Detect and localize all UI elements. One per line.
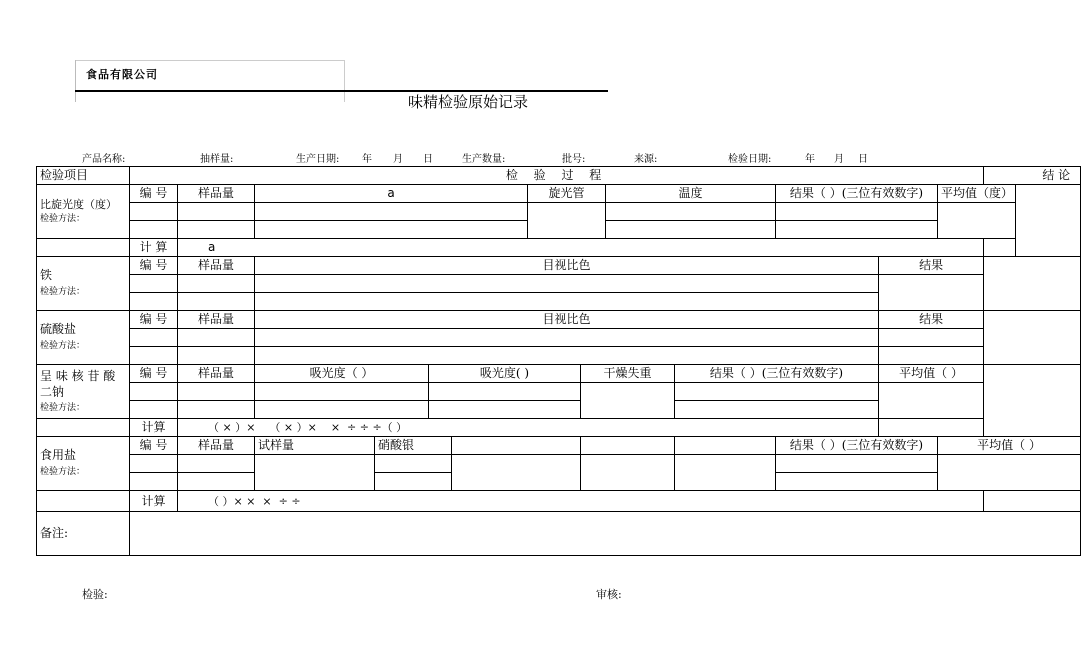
- ribo-conclusion-cell: [984, 365, 1081, 437]
- optical-temp-header: 温度: [606, 185, 776, 203]
- iron-name-cell: [37, 257, 130, 311]
- sulfate-visual-header: 目视比色: [255, 311, 879, 329]
- salt-test-qty-header: 试样量: [255, 437, 375, 455]
- salt-no-1[interactable]: [130, 455, 178, 473]
- header-box-left: [75, 60, 76, 102]
- sulfate-result-header: 结果: [879, 311, 984, 329]
- iron-result-header: 结果: [879, 257, 984, 275]
- salt-no-header: 编 号: [130, 437, 178, 455]
- sulfate-result-1[interactable]: [879, 329, 984, 347]
- ribo-result-1[interactable]: [675, 383, 879, 401]
- iron-conclusion-cell: [984, 257, 1081, 311]
- salt-silver-1[interactable]: [375, 455, 452, 473]
- optical-no-2[interactable]: [130, 221, 178, 239]
- iron-sample-1[interactable]: [178, 275, 255, 293]
- salt-sample-2[interactable]: [178, 473, 255, 491]
- salt-name-cell: [37, 437, 130, 491]
- ribo-method: 检验方法：: [40, 402, 86, 413]
- ribo-avg-cell[interactable]: [879, 383, 984, 419]
- meta-source: 来源:: [634, 154, 658, 165]
- optical-sample-1[interactable]: [178, 203, 255, 221]
- meta-day: 日: [423, 154, 433, 165]
- optical-avg-header: 平均值（度）: [938, 185, 1016, 203]
- remark-cell[interactable]: [130, 512, 1081, 556]
- meta-insp-date: 检验日期:: [728, 154, 772, 165]
- optical-calc-label: 计 算: [130, 239, 178, 257]
- salt-sample-header: 样品量: [178, 437, 255, 455]
- iron-no-header: 编 号: [130, 257, 178, 275]
- sulfate-sample-header: 样品量: [178, 311, 255, 329]
- salt-blank-c2[interactable]: [581, 455, 675, 491]
- ribo-result-2[interactable]: [675, 401, 879, 419]
- salt-avg-cell[interactable]: [938, 455, 1081, 491]
- optical-name: 比旋光度（度）: [40, 197, 117, 211]
- salt-blank: [37, 491, 130, 512]
- ribo-result-header: 结果（ ）(三位有效数字): [675, 365, 879, 383]
- salt-blank-c3[interactable]: [675, 455, 776, 491]
- iron-method: 检验方法：: [40, 286, 86, 297]
- ribo-calc-formula[interactable]: （ × ）× （ × ）× × ÷ ÷ ÷（ ）: [178, 419, 879, 437]
- optical-sample-2[interactable]: [178, 221, 255, 239]
- optical-temp-1[interactable]: [606, 203, 776, 221]
- ribo-sample-2[interactable]: [178, 401, 255, 419]
- optical-result-header: 结果（ ）(三位有效数字): [776, 185, 938, 203]
- meta-sample-qty: 抽样量:: [200, 154, 234, 165]
- iron-name: 铁: [40, 267, 53, 282]
- optical-calc-cell[interactable]: a: [178, 239, 984, 257]
- sulfate-no-2[interactable]: [130, 347, 178, 365]
- salt-result-1[interactable]: [776, 455, 938, 473]
- document-title: 味精检验原始记录: [408, 93, 529, 111]
- optical-a-2[interactable]: [255, 221, 528, 239]
- optical-name-cell: [37, 185, 130, 239]
- optical-sample-header: 样品量: [178, 185, 255, 203]
- ribo-avg-header: 平均值（ ）: [879, 365, 984, 383]
- sulfate-no-header: 编 号: [130, 311, 178, 329]
- salt-method: 检验方法：: [40, 466, 86, 477]
- ribo-sample-header: 样品量: [178, 365, 255, 383]
- ribo-no-2[interactable]: [130, 401, 178, 419]
- salt-result-header: 结果（ ）(三位有效数字): [776, 437, 938, 455]
- optical-conclusion-cell: [1016, 185, 1081, 257]
- ribo-abs2-2[interactable]: [429, 401, 581, 419]
- ribo-calc-extra[interactable]: [879, 419, 984, 437]
- meta-prod-qty: 生产数量:: [462, 154, 506, 165]
- optical-blank: [37, 239, 130, 257]
- optical-tube-cell[interactable]: [528, 203, 606, 239]
- salt-calc-formula[interactable]: （ ）× × × ÷ ÷: [178, 491, 984, 512]
- ribo-dry-header: 干燥失重: [581, 365, 675, 383]
- sulfate-visual-2[interactable]: [255, 347, 879, 365]
- sulfate-result-2[interactable]: [879, 347, 984, 365]
- ribo-blank: [37, 419, 130, 437]
- sulfate-sample-1[interactable]: [178, 329, 255, 347]
- salt-calc-label: 计算: [130, 491, 178, 512]
- sulfate-no-1[interactable]: [130, 329, 178, 347]
- reviewer-label: 审核:: [596, 588, 622, 601]
- meta-batch: 批号:: [562, 154, 586, 165]
- header-box-top: [75, 60, 345, 61]
- sulfate-sample-2[interactable]: [178, 347, 255, 365]
- ribo-dry-cell[interactable]: [581, 383, 675, 419]
- ribo-abs2-1[interactable]: [429, 383, 581, 401]
- inspection-table: [36, 166, 1081, 556]
- salt-silver-2[interactable]: [375, 473, 452, 491]
- salt-avg-header: 平均值（ ）: [938, 437, 1081, 455]
- salt-blank-h3: [675, 437, 776, 455]
- ribo-abs1-1[interactable]: [255, 383, 429, 401]
- optical-result-1[interactable]: [776, 203, 938, 221]
- optical-method: 检验方法：: [40, 213, 86, 224]
- sulfate-conclusion-cell: [984, 311, 1081, 365]
- optical-no-header: 编 号: [130, 185, 178, 203]
- salt-silver-header: 硝酸银: [375, 437, 452, 455]
- optical-result-2[interactable]: [776, 221, 938, 239]
- meta-month: 月: [393, 154, 403, 165]
- meta-year2: 年: [805, 154, 815, 165]
- optical-a-1[interactable]: [255, 203, 528, 221]
- iron-sample-header: 样品量: [178, 257, 255, 275]
- ribo-abs1-2[interactable]: [255, 401, 429, 419]
- meta-month2: 月: [834, 154, 844, 165]
- iron-no-2[interactable]: [130, 293, 178, 311]
- col-result-header: 结 论: [984, 167, 1081, 185]
- ribo-sample-1[interactable]: [178, 383, 255, 401]
- optical-no-1[interactable]: [130, 203, 178, 221]
- inspector-label: 检验:: [82, 588, 108, 601]
- iron-visual-header: 目视比色: [255, 257, 879, 275]
- optical-temp-2[interactable]: [606, 221, 776, 239]
- ribo-name-cell: [37, 365, 130, 419]
- iron-visual-2[interactable]: [255, 293, 879, 311]
- meta-product-name: 产品名称:: [82, 154, 126, 165]
- meta-prod-date: 生产日期:: [296, 154, 340, 165]
- salt-blank-h1: [452, 437, 581, 455]
- optical-a-header: a: [255, 185, 528, 203]
- ribo-abs2-header: 吸光度( ): [429, 365, 581, 383]
- iron-result-cell[interactable]: [879, 275, 984, 311]
- meta-day2: 日: [858, 154, 868, 165]
- ribo-name: 呈 味 核 苷 酸 二钠: [40, 368, 116, 399]
- salt-name: 食用盐: [40, 447, 77, 462]
- sulfate-name: 硫酸盐: [40, 321, 77, 336]
- iron-visual-1[interactable]: [255, 275, 879, 293]
- iron-no-1[interactable]: [130, 275, 178, 293]
- company-name: 食品有限公司: [86, 68, 158, 81]
- salt-blank-c1[interactable]: [452, 455, 581, 491]
- salt-test-qty-cell[interactable]: [255, 455, 375, 491]
- salt-sample-1[interactable]: [178, 455, 255, 473]
- ribo-no-header: 编 号: [130, 365, 178, 383]
- sulfate-name-cell: [37, 311, 130, 365]
- ribo-calc-label: 计算: [130, 419, 178, 437]
- salt-no-2[interactable]: [130, 473, 178, 491]
- remark-label: 备注:: [37, 512, 130, 556]
- salt-blank-h2: [581, 437, 675, 455]
- header-box-right: [344, 60, 345, 102]
- iron-sample-2[interactable]: [178, 293, 255, 311]
- ribo-abs1-header: 吸光度（ ）: [255, 365, 429, 383]
- header-rule: [75, 90, 608, 92]
- ribo-no-1[interactable]: [130, 383, 178, 401]
- sulfate-visual-1[interactable]: [255, 329, 879, 347]
- col-item-header: 检验项目: [37, 167, 130, 185]
- salt-result-2[interactable]: [776, 473, 938, 491]
- meta-year: 年: [362, 154, 372, 165]
- col-process-header: 检 验 过 程: [130, 167, 984, 185]
- optical-tube-header: 旋光管: [528, 185, 606, 203]
- sulfate-method: 检验方法：: [40, 340, 86, 351]
- optical-avg-cell[interactable]: [938, 203, 1016, 239]
